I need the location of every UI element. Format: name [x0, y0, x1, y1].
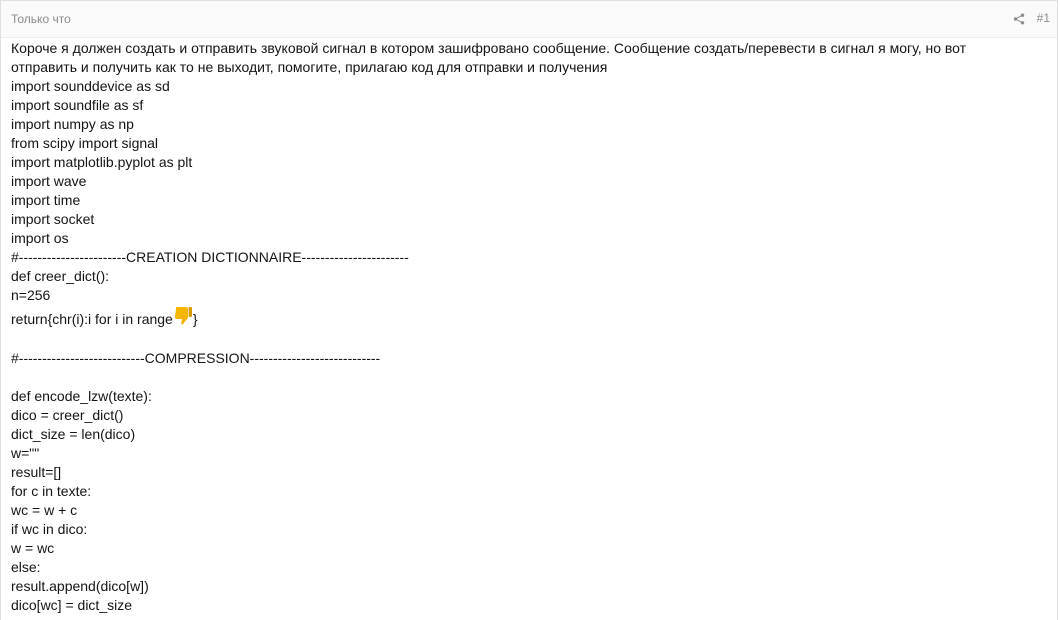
code-line: import time	[11, 192, 81, 208]
code-line: import os	[11, 230, 69, 246]
code-line: #---------------------------COMPRESSION----------------------------	[11, 350, 381, 366]
code-line: #-----------------------CREATION DICTIONNAIRE-----------------------	[11, 249, 409, 265]
code-line: def encode_lzw(texte):	[11, 388, 152, 404]
return-line	[11, 305, 1047, 330]
code-line	[11, 330, 1047, 349]
code-line: dico = creer_dict()	[11, 407, 124, 423]
return-line-suffix: }	[192, 311, 198, 327]
code-line: result=[]	[11, 464, 62, 480]
post-intro-text: Короче я должен создать и отправить звуковой сигнал в котором зашифровано сообщение. Сообщение создать/перевести в сигнал я могу, но вот отправить и получить как то не выходит, помогите, прилагаю код для отправки и получения	[11, 40, 967, 75]
return-line-prefix: return{chr(i):i for i in range	[11, 311, 173, 327]
code-line: for c in texte:	[11, 483, 92, 499]
post-header	[1, 1, 1057, 38]
code-line: wc = w + c	[11, 502, 78, 518]
code-block	[11, 330, 1047, 615]
code-line: import socket	[11, 211, 95, 227]
code-line: import numpy as np	[11, 116, 134, 132]
post-number-link[interactable]: #1	[1036, 11, 1050, 25]
code-line: w = wc	[11, 540, 55, 556]
code-line: dico[wc] = dict_size	[11, 597, 132, 613]
share-icon[interactable]	[1013, 12, 1025, 24]
code-block	[11, 77, 1047, 305]
code-line: from scipy import signal	[11, 135, 159, 151]
code-line: w=""	[11, 445, 40, 461]
code-line: dict_size = len(dico)	[11, 426, 136, 442]
code-line	[11, 368, 1047, 387]
code-line: n=256	[11, 287, 51, 303]
code-line: result.append(dico[w])	[11, 578, 149, 594]
code-line: def creer_dict():	[11, 268, 110, 284]
code-line: import soundfile as sf	[11, 97, 144, 113]
code-line: import matplotlib.pyplot as plt	[11, 154, 193, 170]
post-actions	[1013, 11, 1050, 25]
code-line: if wc in dico:	[11, 521, 88, 537]
code-line: else:	[11, 559, 41, 575]
code-line: import wave	[11, 173, 87, 189]
thumbs-down-emoji-icon	[173, 305, 193, 327]
post-body	[1, 38, 1057, 615]
code-line: import sounddevice as sd	[11, 78, 170, 94]
post-date-link[interactable]: Только что	[11, 12, 71, 26]
